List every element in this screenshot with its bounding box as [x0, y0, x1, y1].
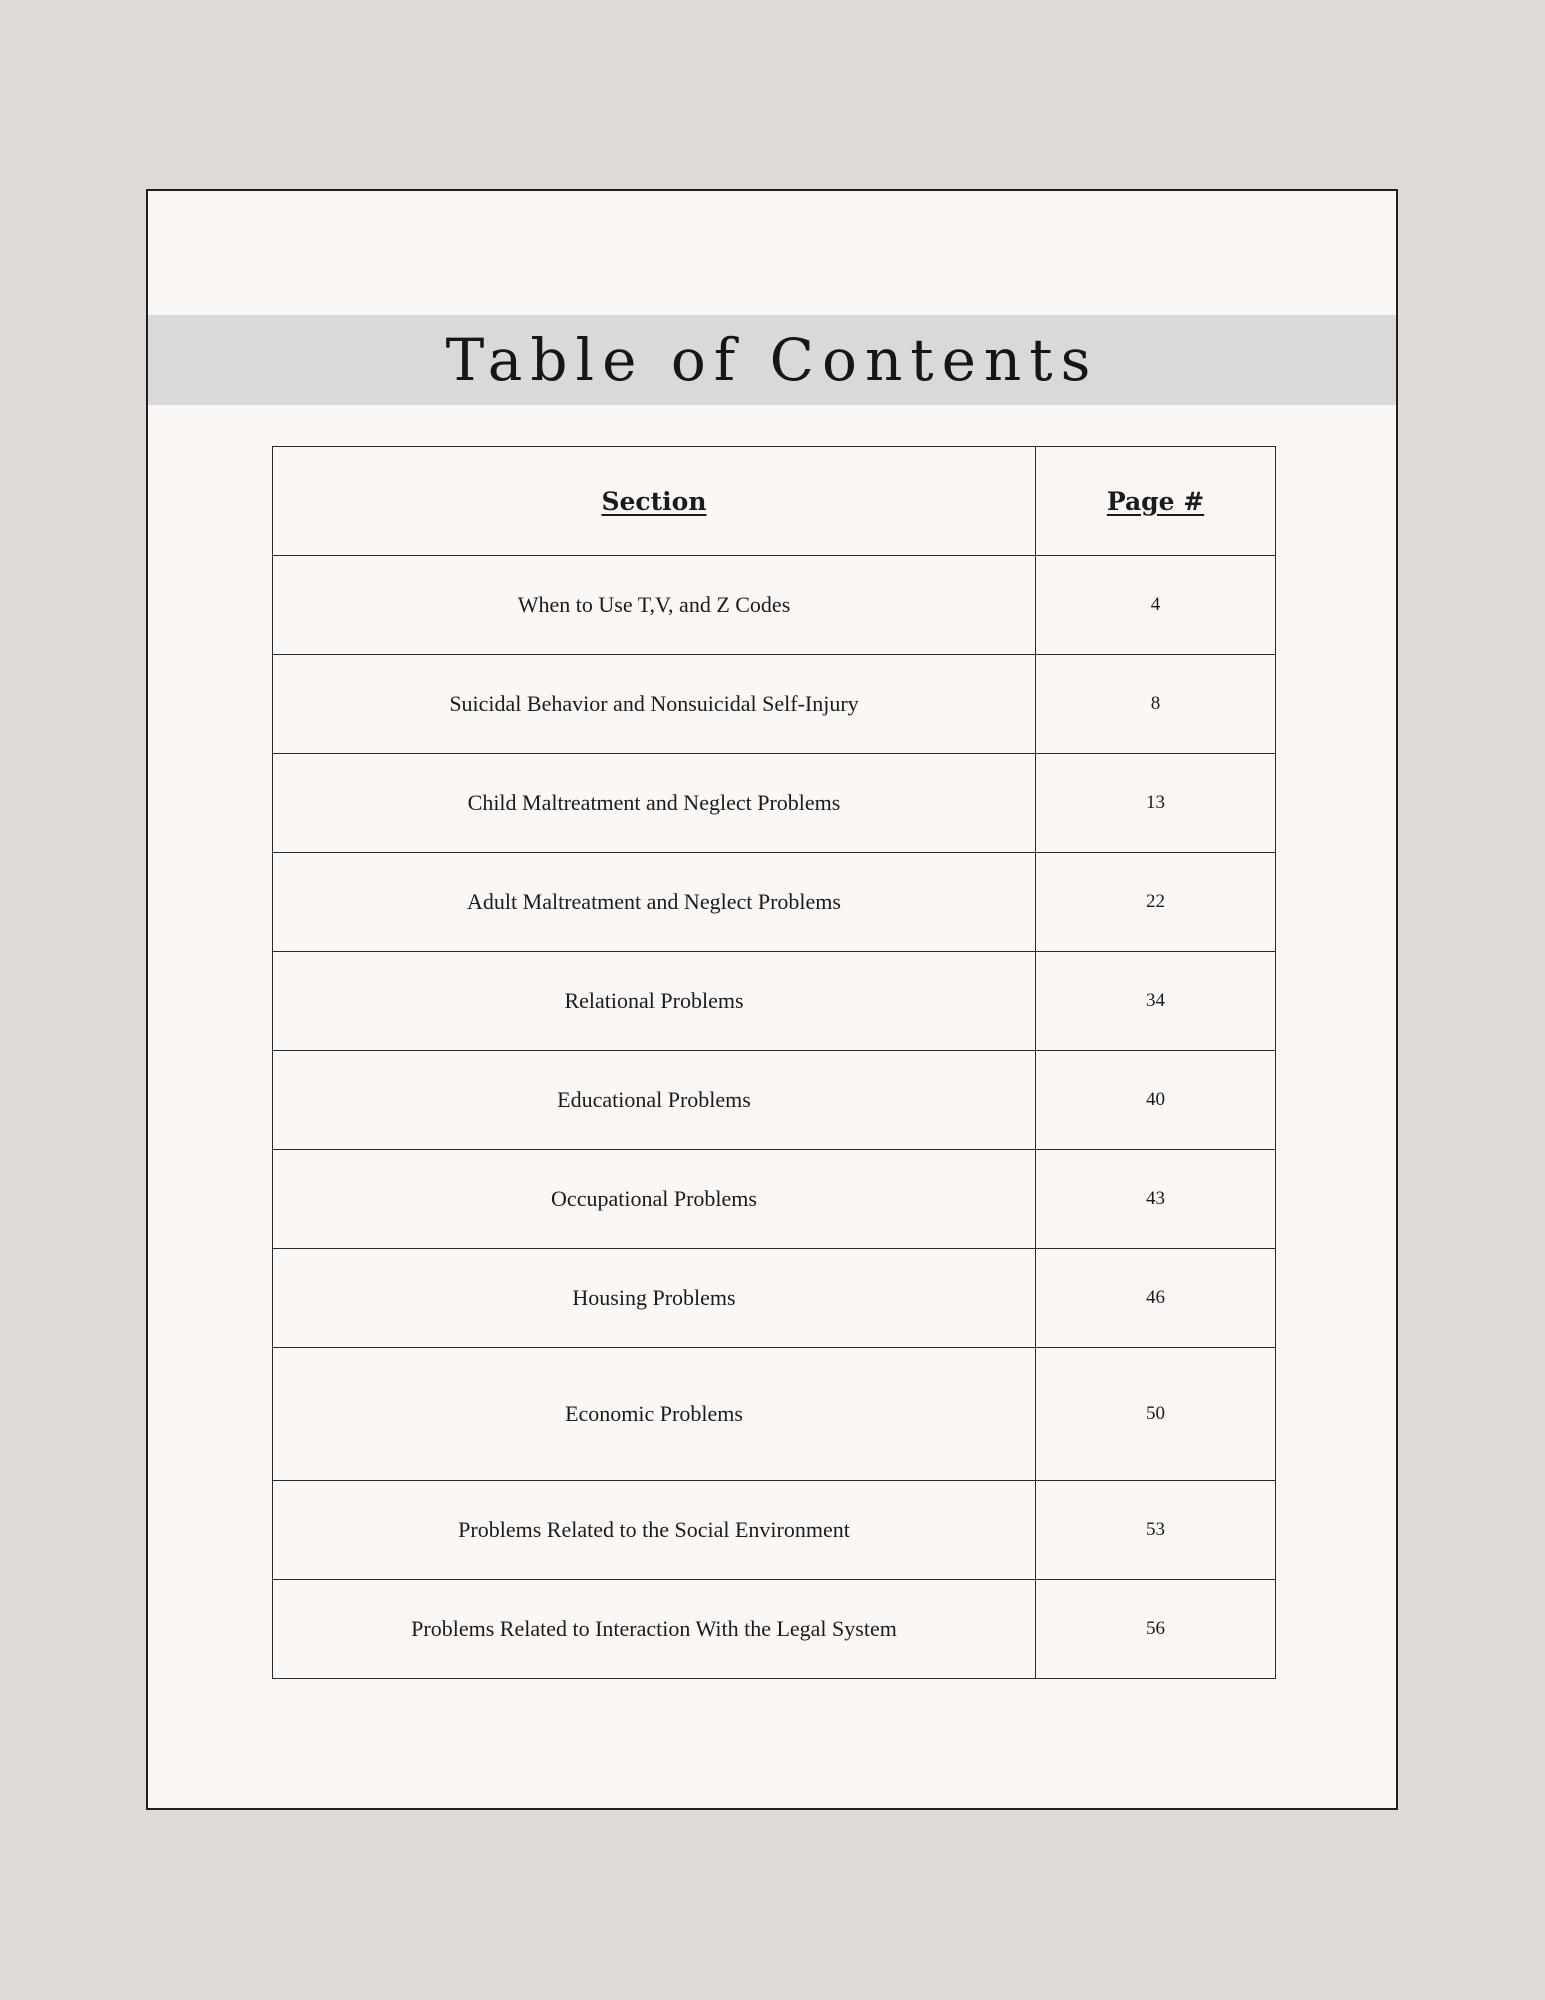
page-number: 56 [1036, 1580, 1276, 1679]
section-title: Child Maltreatment and Neglect Problems [273, 754, 1036, 853]
section-title: Problems Related to the Social Environment [273, 1481, 1036, 1580]
toc-header-row [273, 447, 1276, 556]
page-number: 13 [1036, 754, 1276, 853]
section-title: Adult Maltreatment and Neglect Problems [273, 853, 1036, 952]
section-title: Suicidal Behavior and Nonsuicidal Self-Injury [273, 655, 1036, 754]
page-number: 8 [1036, 655, 1276, 754]
page-number: 34 [1036, 952, 1276, 1051]
page-title: Table of Contents [445, 326, 1099, 394]
section-title: Problems Related to Interaction With the Legal System [273, 1580, 1036, 1679]
table-row [273, 853, 1276, 952]
section-title: Educational Problems [273, 1051, 1036, 1150]
table-row [273, 1481, 1276, 1580]
page-number: 22 [1036, 853, 1276, 952]
section-title: When to Use T,V, and Z Codes [273, 556, 1036, 655]
page-number: 4 [1036, 556, 1276, 655]
page-number: 40 [1036, 1051, 1276, 1150]
page-column-header: Page # [1036, 447, 1276, 556]
table-row [273, 1580, 1276, 1679]
section-title: Housing Problems [273, 1249, 1036, 1348]
table-row [273, 1150, 1276, 1249]
toc-table [272, 446, 1276, 1679]
title-band [148, 315, 1396, 405]
table-row [273, 1051, 1276, 1150]
table-row [273, 655, 1276, 754]
table-row [273, 952, 1276, 1051]
table-row [273, 1249, 1276, 1348]
section-column-header: Section [273, 447, 1036, 556]
page-number: 43 [1036, 1150, 1276, 1249]
page-number: 46 [1036, 1249, 1276, 1348]
section-title: Economic Problems [273, 1348, 1036, 1481]
document-page [146, 189, 1398, 1810]
table-row [273, 754, 1276, 853]
table-row [273, 1348, 1276, 1481]
page-number: 50 [1036, 1348, 1276, 1481]
section-title: Relational Problems [273, 952, 1036, 1051]
section-title: Occupational Problems [273, 1150, 1036, 1249]
table-row [273, 556, 1276, 655]
page-number: 53 [1036, 1481, 1276, 1580]
